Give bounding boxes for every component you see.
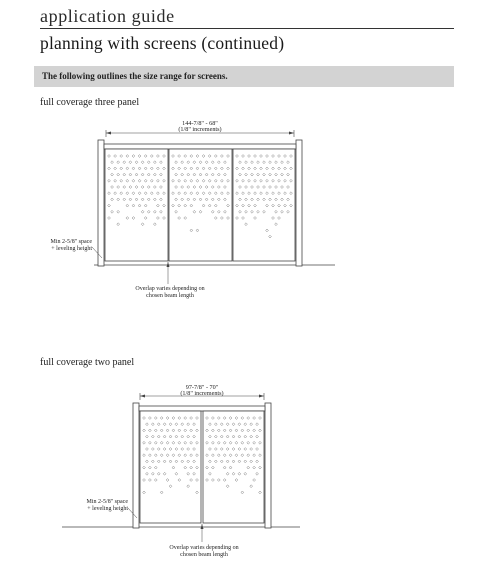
min-space-two-panel-2: + leveling height <box>87 506 128 512</box>
min-space-three-panel-1: Min 2-5/8" space <box>50 239 92 245</box>
dimension-two-panel: 97-7/8" - 70" <box>185 384 219 391</box>
overlap-two-panel-2: chosen beam length <box>180 552 228 558</box>
min-space-three-panel-2: + leveling height <box>51 246 92 252</box>
diagram-label-three-panel: full coverage three panel <box>40 97 140 108</box>
overlap-three-panel-1: Overlap varies depending on <box>135 286 205 292</box>
info-bar-text: The following outlines the size range for screens. <box>42 71 228 81</box>
section-header: application guide <box>40 6 175 26</box>
dimension-three-panel: 144-7/8" - 68" <box>182 120 218 127</box>
three-panel-diagram <box>92 130 335 284</box>
increments-two-panel: (1/8" increments) <box>180 390 224 397</box>
overlap-three-panel-2: chosen beam length <box>146 293 194 299</box>
overlap-two-panel-1: Overlap varies depending on <box>169 545 239 551</box>
page-title: planning with screens (continued) <box>40 33 285 53</box>
two-panel-diagram <box>62 393 300 542</box>
increments-three-panel: (1/8" increments) <box>178 126 222 133</box>
min-space-two-panel-1: Min 2-5/8" space <box>86 499 128 505</box>
diagram-label-two-panel: full coverage two panel <box>40 357 135 368</box>
